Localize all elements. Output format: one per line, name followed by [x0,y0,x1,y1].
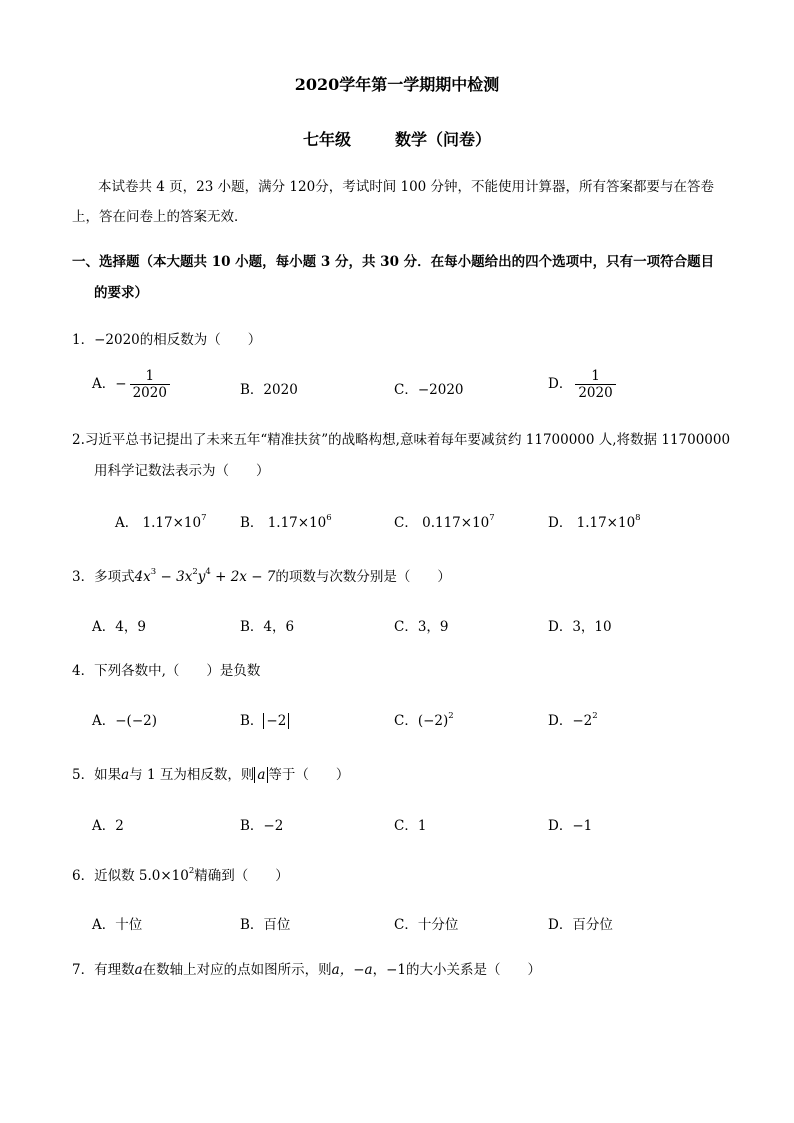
fraction-denominator: 2020 [130,384,170,401]
instructions-line-2: 上，答在问卷上的答案无效． [72,209,248,225]
stem-text: 等于（ ） [268,767,350,783]
question-6-stem [72,864,289,884]
stem-text: 3．多项式 [72,569,135,585]
question-2-option-d[interactable] [548,511,641,531]
question-6-option-b[interactable]: B．百位 [240,917,291,933]
instructions-line-1: 本试卷共 4 页，23 小题，满分 120分，考试时间 100 分钟，不能使用计算器，所有答案都要与在答卷 [98,179,715,195]
math-variable: a [134,962,143,978]
question-3-option-c[interactable]: C．3，9 [394,619,449,635]
subject-label: 数学（问卷） [395,130,492,149]
question-5-option-b[interactable]: B．−2 [240,818,284,834]
option-text: B． 1.17×10 [240,515,327,531]
math-term: + 2x − 7 [210,569,276,585]
exponent: 6 [326,512,332,523]
absolute-value: −2 [263,713,289,729]
grade-label: 七年级 [302,130,351,149]
exponent: 2 [592,710,598,721]
question-1-option-b[interactable]: B．2020 [240,382,298,398]
fraction [130,368,170,401]
exponent: 4 [205,566,211,577]
question-2-stem-line-1: 2.习近平总书记提出了未来五年“精准扶贫”的战略构想,意味着每年要减贫约 11700000 人,将数据 11700000 [72,432,731,448]
question-4-option-a[interactable]: A．−(−2) [92,713,157,729]
exponent: 2 [188,865,195,876]
option-text: C．(−2) [394,713,449,729]
stem-text: ，−1的大小关系是（ ） [372,962,541,978]
question-6-option-c[interactable]: C．十分位 [394,917,459,933]
page-subtitle [0,127,794,150]
question-5-option-d[interactable]: D．−1 [548,818,593,834]
option-text: C． 0.117×10 [394,515,490,531]
question-2-option-b[interactable] [240,511,332,531]
math-variable: a [257,767,266,783]
question-5-option-c[interactable]: C．1 [394,818,427,834]
stem-text: 的项数与次数分别是（ ） [275,569,451,585]
question-2-option-c[interactable] [394,511,495,531]
question-6-option-d[interactable]: D．百分位 [548,917,613,933]
option-text: D．−2 [548,713,593,729]
question-1-option-a[interactable] [92,368,170,401]
stem-text: 在数轴上对应的点如图所示，则 [142,962,332,978]
exponent: 7 [489,512,495,523]
question-2-option-a[interactable] [115,511,207,531]
question-7-stem [72,958,541,978]
question-1-option-d[interactable] [548,368,616,401]
stem-text: 与 1 互为相反数，则 [129,767,255,783]
question-5-stem [72,763,349,783]
math-term: − 3x [156,569,193,585]
option-text: A． 1.17×10 [115,515,202,531]
option-label: B． [240,713,264,729]
stem-text: 5．如果 [72,767,122,783]
section-heading-line-1: 一、选择题（本大题共 10 小题，每小题 3 分，共 30 分．在每小题给出的四个选项中，只有一项符合题目 [72,254,715,270]
stem-text: 精确到（ ） [194,868,289,884]
exponent: 2 [448,710,454,721]
question-5-option-a[interactable]: A．2 [92,818,124,834]
fraction-numerator: 1 [591,368,600,384]
question-3-stem [72,565,451,585]
exponent: 8 [635,512,641,523]
question-1-stem: 1．−2020的相反数为（ ） [72,332,262,348]
exponent: 2 [192,566,198,577]
fraction-denominator: 2020 [575,384,615,401]
question-6-option-a[interactable]: A．十位 [92,917,143,933]
fraction [575,368,615,401]
section-heading-line-2: 的要求） [94,285,148,301]
option-label: D． [548,376,573,392]
math-variable: a [121,767,130,783]
question-4-option-b[interactable] [240,709,289,729]
question-4-option-d[interactable] [548,709,598,729]
math-term: y [197,569,206,585]
question-3-option-a[interactable]: A．4，9 [92,619,146,635]
question-3-option-d[interactable]: D．3，10 [548,619,612,635]
option-text: D． 1.17×10 [548,515,636,531]
option-label: A．− [92,376,127,392]
exponent: 3 [150,566,157,577]
question-3-option-b[interactable]: B．4，6 [240,619,295,635]
math-variable: a，−a [331,962,373,978]
page-title: 2020学年第一学期期中检测 [294,75,500,94]
question-2-stem-line-2: 用科学记数法表示为（ ） [94,463,270,479]
question-4-option-c[interactable] [394,709,454,729]
math-term: 4x [134,569,151,585]
stem-text: 7．有理数 [72,962,135,978]
stem-text: 6．近似数 5.0×10 [72,868,189,884]
fraction-numerator: 1 [145,368,155,384]
question-4-stem: 4．下列各数中,（ ）是负数 [72,663,261,679]
exponent: 7 [201,512,207,523]
question-1-option-c[interactable]: C．−2020 [394,382,464,398]
